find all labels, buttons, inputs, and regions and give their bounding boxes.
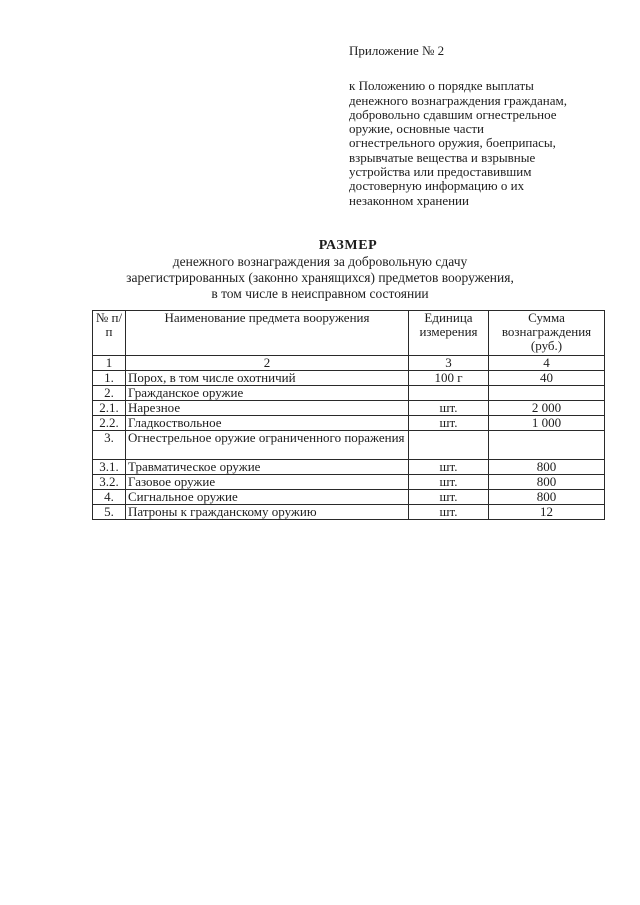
row-number-cell: 3.	[93, 431, 126, 460]
table-row	[93, 416, 605, 431]
header-sum: Сумма вознаграждения (руб.)	[489, 311, 605, 356]
appendix-description-line: оружие, основные части	[349, 121, 484, 137]
row-name-cell: Патроны к гражданскому оружию	[126, 505, 409, 520]
row-sum-cell: 2 000	[489, 401, 605, 416]
title-heading-line	[0, 237, 640, 254]
row-number-cell: 2.	[93, 386, 126, 401]
table-row	[93, 401, 605, 416]
row-name-cell: Огнестрельное оружие ограниченного поражения	[126, 431, 409, 460]
appendix-description-line: достоверную информацию о их	[349, 178, 525, 194]
row-number-cell: 4.	[93, 490, 126, 505]
column-number-cell: 4	[489, 356, 605, 371]
row-number-cell: 2.2.	[93, 416, 126, 431]
appendix-description-line: денежного вознаграждения гражданам,	[349, 92, 568, 108]
header-name: Наименование предмета вооружения	[126, 311, 409, 356]
title-subtitle-line: денежного вознаграждения за добровольную сдачу	[172, 254, 468, 269]
row-name-cell: Гладкоствольное	[126, 416, 409, 431]
appendix-description-line: добровольно сдавшим огнестрельное	[349, 106, 557, 122]
row-unit-cell: шт.	[409, 475, 489, 490]
row-sum-cell: 800	[489, 475, 605, 490]
title-subtitle-line: зарегистрированных (законно хранящихся) предметов вооружения,	[126, 270, 514, 285]
row-name-cell: Травматическое оружие	[126, 460, 409, 475]
appendix-description-line: взрывчатые вещества и взрывные	[349, 149, 536, 165]
title-heading: РАЗМЕР	[318, 238, 378, 253]
row-sum-cell: 800	[489, 490, 605, 505]
table-row	[93, 431, 605, 460]
table-header-row	[93, 311, 605, 356]
row-unit-cell: шт.	[409, 490, 489, 505]
row-sum-cell	[489, 431, 605, 460]
table-row	[93, 460, 605, 475]
row-unit-cell: шт.	[409, 401, 489, 416]
row-name-cell: Порох, в том числе охотничий	[126, 371, 409, 386]
table-row	[93, 386, 605, 401]
row-unit-cell	[409, 386, 489, 401]
appendix-description-line: к Положению о порядке выплаты	[349, 78, 534, 94]
column-number-cell: 1	[93, 356, 126, 371]
row-number-cell: 3.1.	[93, 460, 126, 475]
row-name-cell: Нарезное	[126, 401, 409, 416]
title-subtitle-line: в том числе в неисправном состоянии	[211, 286, 429, 301]
row-unit-cell: шт.	[409, 505, 489, 520]
appendix-label: Приложение № 2	[349, 43, 445, 58]
appendix-description	[349, 79, 611, 208]
table-row	[93, 490, 605, 505]
row-name-cell: Гражданское оружие	[126, 386, 409, 401]
row-unit-cell: шт.	[409, 460, 489, 475]
row-name-cell: Газовое оружие	[126, 475, 409, 490]
column-number-cell: 3	[409, 356, 489, 371]
row-sum-cell: 800	[489, 460, 605, 475]
row-number-cell: 2.1.	[93, 401, 126, 416]
column-numbers-row	[93, 356, 605, 371]
table-row	[93, 371, 605, 386]
row-name-cell: Сигнальное оружие	[126, 490, 409, 505]
row-number-cell: 3.2.	[93, 475, 126, 490]
table-row	[93, 475, 605, 490]
row-number-cell: 5.	[93, 505, 126, 520]
document-title	[0, 237, 640, 302]
header-unit: Единица измерения	[409, 311, 489, 356]
table-row	[93, 505, 605, 520]
appendix-description-line: незаконном хранении	[349, 192, 469, 208]
row-number-cell: 1.	[93, 371, 126, 386]
reward-table	[92, 310, 605, 520]
header-num: № п/п	[93, 311, 126, 356]
appendix-block	[349, 44, 611, 208]
row-sum-cell: 12	[489, 505, 605, 520]
appendix-description-line: устройства или предоставившим	[349, 164, 532, 180]
row-unit-cell: шт.	[409, 416, 489, 431]
row-sum-cell: 1 000	[489, 416, 605, 431]
row-sum-cell	[489, 386, 605, 401]
column-number-cell: 2	[126, 356, 409, 371]
row-sum-cell: 40	[489, 371, 605, 386]
row-unit-cell: 100 г	[409, 371, 489, 386]
appendix-description-line: огнестрельного оружия, боеприпасы,	[349, 135, 556, 151]
row-unit-cell	[409, 431, 489, 460]
